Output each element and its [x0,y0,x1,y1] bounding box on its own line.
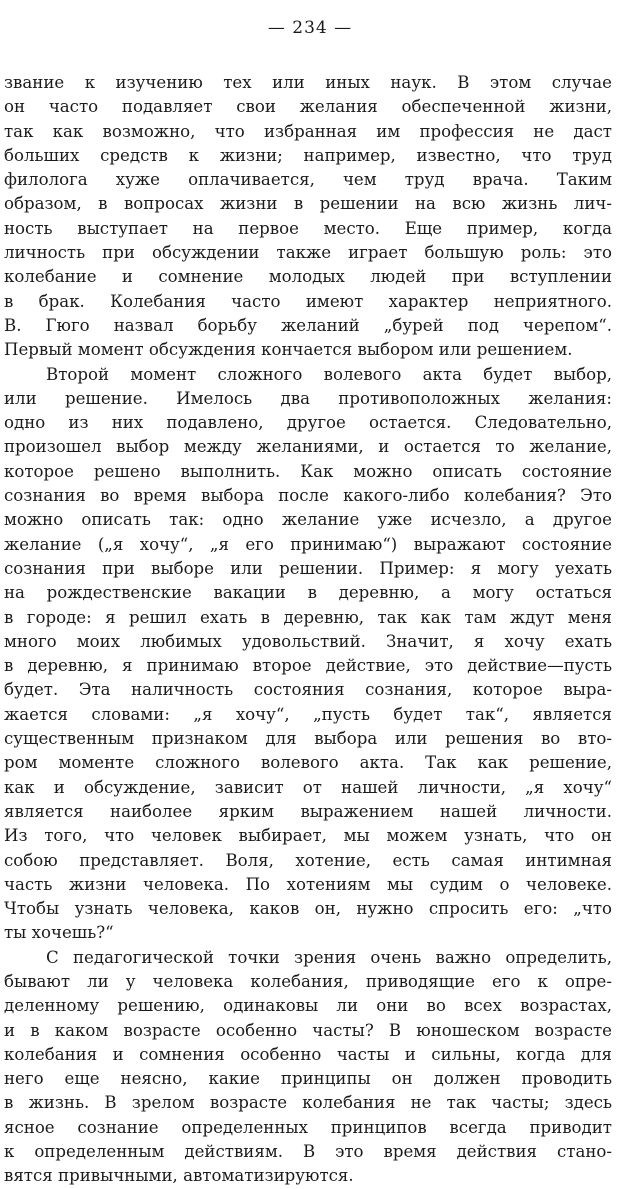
text-line: колебания и сомнения особенно часты и сильны, когда для [4,1044,612,1064]
text-line: ясное сознание определенных принципов всегда приводит [4,1117,612,1137]
text-line: сознания во время выбора после какого-либо колебания? Это [4,486,612,506]
text-line: произошел выбор между желаниями, и остается то желание, [4,437,612,457]
text-line: к определенным действиям. В это время действия стано- [4,1142,612,1162]
text-line: желание („я хочу“, „я его принимаю“) выражают состояние [4,534,612,554]
text-line: него еще неясно, какие принципы он должен проводить [4,1069,612,1089]
text-line: собою представляет. Воля, хотение, есть самая интимная [4,850,612,870]
text-line: Из того, что человек выбирает, мы можем узнать, что он [4,826,612,846]
text-line: часть жизни человека. По хотениям мы судим о человеке. [4,874,612,894]
text-line: бывают ли у человека колебания, приводящие его к опре- [4,971,612,991]
text-line: много моих любимых удовольствий. Значит, я хочу ехать [4,631,612,651]
text-line: Второй момент сложного волевого акта будет выбор, [46,364,612,384]
text-line: или решение. Имелось два противоположных желания: [4,388,612,408]
text-line: звание к изучению тех или иных наук. В этом случае [4,73,612,92]
page-number: — 234 — [267,18,353,38]
text-line: В. Гюго назвал борьбу желаний „бурей под черепом“. [4,315,612,335]
text-line: будет. Эта наличность состояния сознания, которое выра- [4,680,612,700]
text-line: личность при обсуждении также играет большую роль: это [4,243,612,263]
text-line: так как возможно, что избранная им профессия не даст [4,121,612,141]
text-line: Чтобы узнать человека, каков он, нужно спросить его: „что [4,899,612,919]
text-line: филолога хуже оплачивается, чем труд врача. Таким [4,170,612,190]
text-line: которое решено выполнить. Как можно описать состояние [4,461,612,481]
text-line: образом, в вопросах жизни в решении на всю жизнь лич- [4,194,612,214]
text-line: больших средств к жизни; например, известно, что труд [4,145,612,165]
text-line: деленному решению, одинаковы ли они во всех возрастах, [4,996,612,1016]
text-line: он часто подавляет свои желания обеспеченной жизни, [4,97,612,117]
text-line: на рождественские вакации в деревню, а могу остаться [4,583,612,603]
text-line: существенным признаком для выбора или решения во вто- [4,729,612,749]
text-line: С педагогической точки зрения очень важно определить, [46,947,612,967]
text-line: в городе: я решил ехать в деревню, так как там ждут меня [4,607,612,627]
text-line: в брак. Колебания часто имеют характер неприятного. [4,291,612,311]
text-line: ты хочешь?“ [4,923,114,943]
text-line: можно описать так: одно желание уже исчезло, а другое [4,510,612,530]
text-line: ром моменте сложного волевого акта. Так как решение, [4,753,612,773]
text-line: жается словами: „я хочу“, „пусть будет так“, является [4,704,612,724]
text-line: ность выступает на первое место. Еще пример, когда [4,218,612,238]
body-text [4,71,612,1189]
text-line: Первый момент обсуждения кончается выбором или решением. [4,340,573,360]
text-line: в деревню, я принимаю второе действие, это действие—пусть [4,656,612,676]
text-line: как и обсуждение, зависит от нашей личности, „я хочу“ [4,777,612,797]
text-line: является наиболее ярким выражением нашей личности. [4,801,612,821]
text-line: и в каком возрасте особенно часты? В юношеском возрасте [4,1020,612,1040]
text-line: колебание и сомнение молодых людей при вступлении [4,267,612,287]
text-line: одно из них подавлено, другое остается. Следовательно, [4,413,612,433]
text-line: сознания при выборе или решении. Пример: я могу уехать [4,558,612,578]
text-line: вятся привычными, автоматизируются. [4,1166,354,1186]
text-line: в жизнь. В зрелом возрасте колебания не так часты; здесь [4,1093,612,1113]
